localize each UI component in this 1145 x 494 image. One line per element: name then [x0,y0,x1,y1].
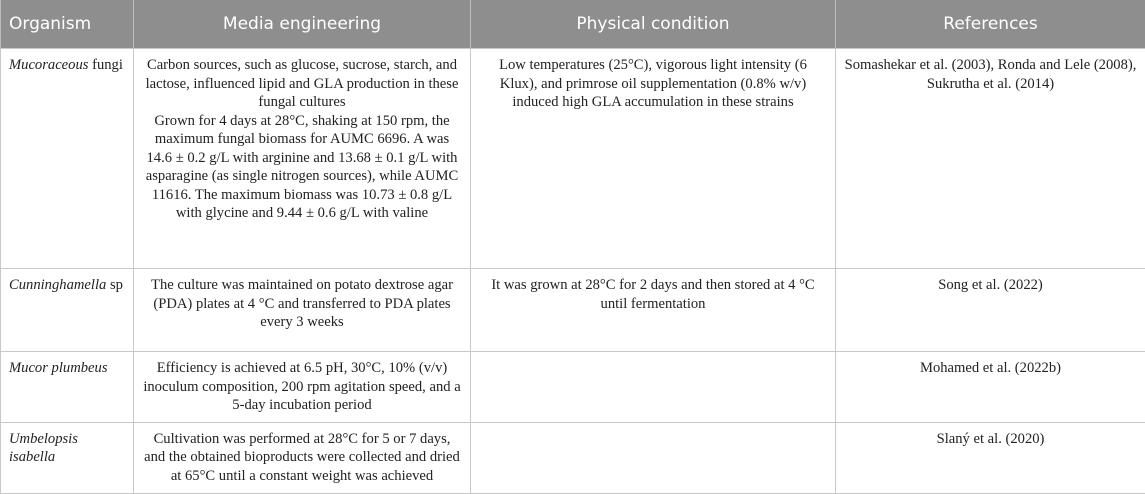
media-text: Carbon sources, such as glucose, sucrose, starch, and lactose, influenced lipid and GLA production in these fungal cultures [142,56,462,112]
table-row [1,352,1145,423]
header-physical-condition: Physical condition [471,0,836,49]
organism-name-italic: Mucor plumbeus [9,360,108,376]
organism-name-italic: Mucoraceous [9,57,88,73]
header-organism: Organism [1,0,134,49]
organism-name-italic: Umbelopsis isabella [9,431,78,466]
organism-name-rest: sp [106,277,123,293]
organism-cell [1,352,134,423]
physical-cell [471,422,836,493]
organism-name-italic: Cunninghamella [9,277,106,293]
media-cell: The culture was maintained on potato dextrose agar (PDA) plates at 4 °C and transferred to PDA plates every 3 weeks [134,269,471,352]
physical-cell: It was grown at 28°C for 2 days and then stored at 4 °C until fermentation [471,269,836,352]
header-row [1,0,1145,49]
media-cell [134,49,471,269]
references-cell: Mohamed et al. (2022b) [836,352,1145,423]
physical-cell [471,352,836,423]
table-row [1,269,1145,352]
references-cell: Song et al. (2022) [836,269,1145,352]
table-row [1,49,1145,269]
physical-cell: Low temperatures (25°C), vigorous light intensity (6 Klux), and primrose oil supplementation (0.8% w/v) induced high GLA accumulation in these strains [471,49,836,269]
header-media-engineering: Media engineering [134,0,471,49]
organism-cell [1,49,134,269]
references-cell: Somashekar et al. (2003), Ronda and Lele (2008), Sukrutha et al. (2014) [836,49,1145,269]
header-references: References [836,0,1145,49]
table-row [1,422,1145,493]
references-cell: Slaný et al. (2020) [836,422,1145,493]
media-cell: Cultivation was performed at 28°C for 5 or 7 days, and the obtained bioproducts were collected and dried at 65°C until a constant weight was achieved [134,422,471,493]
media-cell: Efficiency is achieved at 6.5 pH, 30°C, 10% (v/v) inoculum composition, 200 rpm agitation speed, and a 5-day incubation period [134,352,471,423]
organism-name-rest: fungi [88,57,122,73]
organism-cell [1,269,134,352]
media-text: Grown for 4 days at 28°C, shaking at 150 rpm, the maximum fungal biomass for AUMC 6696. A was 14.6 ± 0.2 g/L with arginine and 13.68 ± 0.1 g/L with asparagine (as single nitrogen sources), while AUMC 11616. The maximum biomass was 10.73 ± 0.8 g/L with glycine and 9.44 ± 0.6 g/L with valine [142,112,462,223]
organism-cell [1,422,134,493]
